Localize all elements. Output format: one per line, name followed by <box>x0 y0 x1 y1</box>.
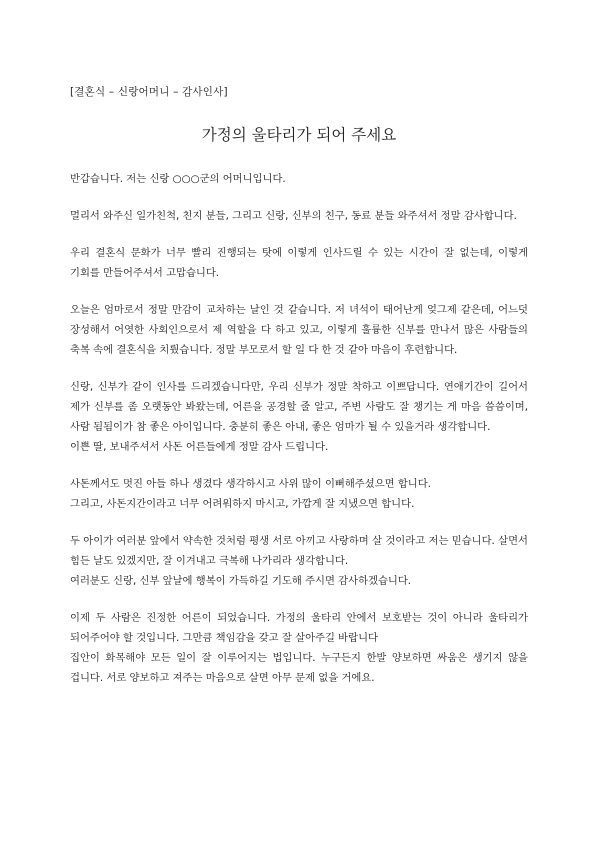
document-category-tag: [결혼식 – 신랑어머니 – 감사인사] <box>70 86 228 98</box>
paragraph-line: 집안이 화목해야 모든 일이 잘 이루어지는 법입니다. 누구든지 한발 양보하면 싸움은 생기지 않을 겁니다. 서로 양보하고 져주는 마음으로 살면 아무 문제 없을 거에요. <box>70 652 528 684</box>
paragraph-line: 오늘은 엄마로서 정말 만감이 교차하는 날인 것 같습니다. 저 녀석이 태어난게 엊그제 같은데, 어느덧 장성해서 어엿한 사회인으로서 제 역할을 다 하고 있고, 이렇게 훌륭한 신부를 만나서 많은 사람들의 축복 속에 결혼식을 치뤘습니다. 정말 부모로서 할 일 다 한 것 같아 마음이 후련합니다. <box>70 304 528 356</box>
paragraph-line: 우리 결혼식 문화가 너무 빨리 진행되는 탓에 이렇게 인사드릴 수 있는 시간이 잘 없는데, 이렇게 기회를 만들어주셔서 고맙습니다. <box>70 247 528 279</box>
paragraph <box>70 206 528 226</box>
document-body <box>70 169 528 688</box>
document-page <box>70 84 528 705</box>
paragraph <box>70 169 528 189</box>
paragraph <box>70 300 528 360</box>
paragraph <box>70 243 528 283</box>
paragraph-line: 그리고, 사돈지간이라고 너무 어려워하지 마시고, 가깝게 잘 지냈으면 합니다. <box>70 498 415 510</box>
paragraph-line: 신랑, 신부가 같이 인사를 드리겠습니다만, 우리 신부가 정말 착하고 이쁘답니다. 연애기간이 길어서 제가 신부를 좀 오랫동안 봐왔는데, 어른을 공경할 줄 알고, 주변 사람도 잘 챙기는 게 마음 씀씀이며, 사람 됨됨이가 참 좋은 아이입니다. 충분히 좋은 아내, 좋은 엄마가 될 수 있을거라 생각합니다. <box>70 381 528 433</box>
paragraph-line: 이쁜 딸, 보내주셔서 사돈 어른들에게 정말 감사 드립니다. <box>70 441 329 453</box>
document-title: 가정의 울타리가 되어 주세요 <box>201 126 397 144</box>
paragraph-line: 두 아이가 여러분 앞에서 약속한 것처럼 평생 서로 아끼고 사랑하며 살 것이라고 저는 믿습니다. 살면서 힘든 날도 있겠지만, 잘 이겨내고 극복해 나가리라 생각합니다. <box>70 535 528 567</box>
paragraph-line: 사돈께서도 멋진 아들 하나 생겼다 생각하시고 사위 많이 이뻐해주셨으면 합니다. <box>70 478 431 490</box>
paragraph <box>70 608 528 688</box>
paragraph <box>70 531 528 591</box>
paragraph-line: 멀리서 와주신 일가친척, 친지 분들, 그리고 신랑, 신부의 친구, 동료 분들 와주셔서 정말 감사합니다. <box>70 210 517 222</box>
paragraph <box>70 474 528 514</box>
paragraph-line: 여러분도 신랑, 신부 앞날에 행복이 가득하길 기도해 주시면 감사하겠습니다. <box>70 575 412 587</box>
paragraph-line: 이제 두 사람은 진정한 어른이 되었습니다. 가정의 울타리 안에서 보호받는 것이 아니라 울타리가 되어주어야 할 것입니다. 그만큼 책임감을 갖고 잘 살아주길 바랍니다 <box>70 612 528 644</box>
paragraph <box>70 377 528 457</box>
paragraph-line: 반갑습니다. 저는 신랑 ○○○군의 어머니입니다. <box>70 173 286 185</box>
